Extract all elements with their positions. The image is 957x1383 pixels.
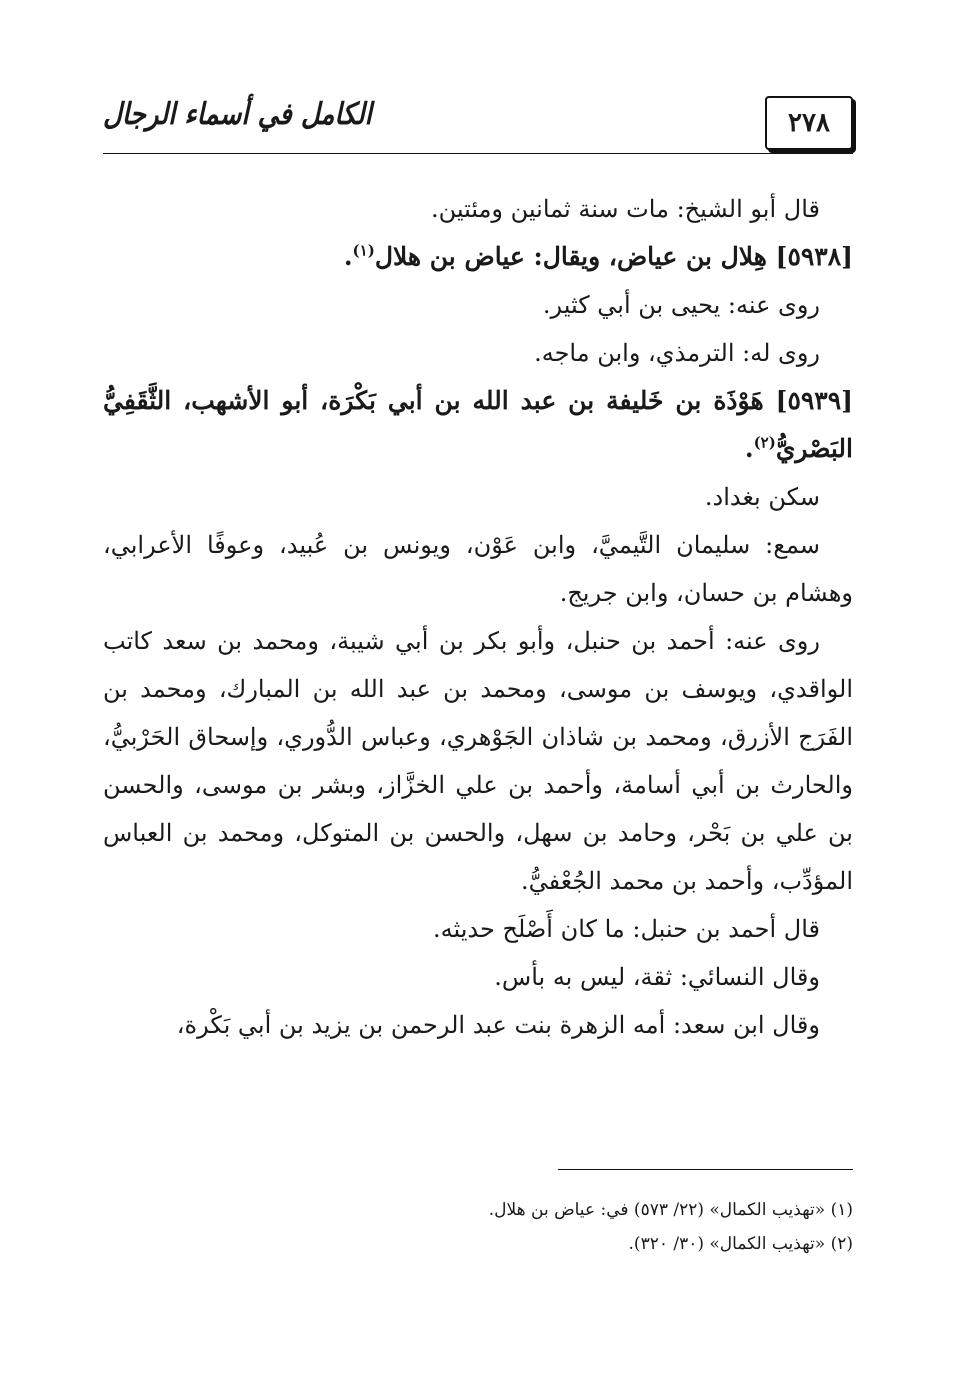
book-title: الكامل في أسماء الرجال <box>103 97 372 133</box>
header-rule <box>103 153 853 154</box>
footnote-ref: (١) <box>352 241 375 260</box>
text-line: روى عنه: يحيى بن أبي كثير. <box>542 291 820 319</box>
footnote: (١) «تهذيب الكمال» (٢٢/ ٥٧٣) في: عياض بن هلال. <box>488 1200 853 1220</box>
paragraph: سمع: سليمان التَّيميَّ، وابن عَوْن، ويونس بن عُبيد، وعوفًا الأعرابي، وهشام بن حسان، وابن جريج. <box>103 531 853 607</box>
entry-heading <box>103 377 853 473</box>
entry-heading-end: . <box>744 434 754 463</box>
text-line: وقال ابن سعد: أمه الزهرة بنت عبد الرحمن بن يزيد بن أبي بَكْرة، <box>176 1011 820 1039</box>
footnotes <box>103 1193 853 1261</box>
footnote-ref: (٢) <box>753 433 776 452</box>
paragraph: روى عنه: أحمد بن حنبل، وأبو بكر بن أبي شيبة، ومحمد بن سعد كاتب الواقدي، ويوسف بن موسى، ومحمد بن عبد الله بن المبارك، ومحمد بن الفَرَج الأزرق، ومحمد بن شاذان الجَوْهري، وعباس الدُّوري، وإسحاق الحَرْبيُّ، والحارث بن أبي أسامة، وأحمد بن علي الخزَّاز، وبشر بن موسى، والحسن بن علي بن بَحْر، وحامد بن سهل، والحسن بن المتوكل، ومحمد بن العباس المؤدِّب، وأحمد بن محمد الجُعْفيُّ. <box>103 627 853 895</box>
text-line: قال أحمد بن حنبل: ما كان أَصْلَح حديثه. <box>433 915 820 943</box>
entry-heading <box>103 233 853 281</box>
text-line: وقال النسائي: ثقة، ليس به بأس. <box>494 963 820 991</box>
page-number-box <box>765 96 853 150</box>
page-number: ٢٧٨ <box>788 108 830 138</box>
main-text <box>103 185 853 1049</box>
text-line: روى له: الترمذي، وابن ماجه. <box>534 339 820 367</box>
text-line: سكن بغداد. <box>704 483 820 511</box>
entry-heading-end: . <box>343 242 353 271</box>
footnote: (٢) «تهذيب الكمال» (٣٠/ ٣٢٠). <box>628 1234 853 1254</box>
page-header <box>103 96 853 154</box>
entry-heading-text: [٥٩٣٨] هِلال بن عياض، ويقال: عياض بن هلال <box>374 242 853 271</box>
entry-heading-text: [٥٩٣٩] هَوْذَة بن خَليفة بن عبد الله بن أبي بَكْرَة، أبو الأشهب، الثَّقَفِيُّ البَصْريُّ <box>103 386 853 463</box>
footnote-rule <box>558 1169 853 1170</box>
text-line: قال أبو الشيخ: مات سنة ثمانين ومئتين. <box>430 195 820 223</box>
